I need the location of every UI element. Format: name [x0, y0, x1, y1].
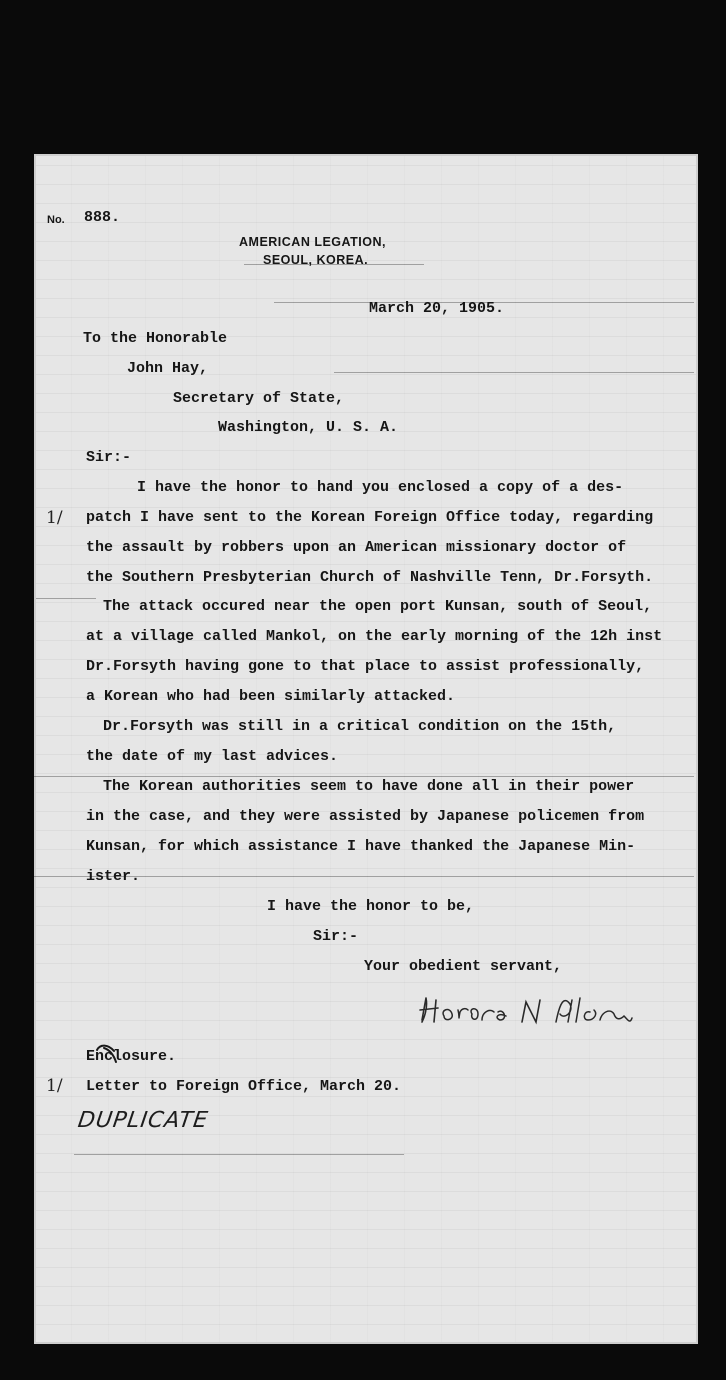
salutation: Sir:- [86, 449, 132, 466]
addressee-line-2: John Hay, [127, 360, 209, 377]
margin-enclosure-mark: 1/ [46, 508, 63, 528]
closing-line-3: Your obedient servant, [364, 958, 563, 975]
addressee-line-4: Washington, U. S. A. [218, 419, 399, 436]
enclosure-item: Letter to Foreign Office, March 20. [86, 1078, 402, 1095]
closing-line-2: Sir:- [313, 928, 359, 945]
body-line: The Korean authorities seem to have done all in their power [103, 778, 635, 795]
body-line: Dr.Forsyth having gone to that place to assist professionally, [86, 658, 645, 675]
body-line: patch I have sent to the Korean Foreign Office today, regarding [86, 509, 654, 526]
body-line: the date of my last advices. [86, 748, 339, 765]
dispatch-number-label: No. [47, 214, 65, 226]
letter-page [34, 154, 698, 1344]
rule-line [74, 1154, 404, 1155]
letterhead-office: AMERICAN LEGATION, [239, 235, 386, 249]
rule-line [34, 776, 694, 777]
body-line: ister. [86, 868, 141, 885]
body-line: in the case, and they were assisted by Japanese policemen from [86, 808, 645, 825]
enclosure-heading: Enclosure. [86, 1048, 177, 1065]
body-line: Kunsan, for which assistance I have thanked the Japanese Min- [86, 838, 636, 855]
dispatch-number: 888. [84, 209, 121, 226]
letter-date: March 20, 1905. [369, 300, 505, 317]
margin-enclosure-mark: 1/ [46, 1076, 63, 1096]
body-line: at a village called Mankol, on the early morning of the 12h inst [86, 628, 663, 645]
body-line: the Southern Presbyterian Church of Nashville Tenn, Dr.Forsyth. [86, 569, 654, 586]
body-line: The attack occured near the open port Kunsan, south of Seoul, [103, 598, 653, 615]
body-line: a Korean who had been similarly attacked. [86, 688, 456, 705]
duplicate-stamp: DUPLICATE [76, 1108, 210, 1133]
body-line: Dr.Forsyth was still in a critical condition on the 15th, [103, 718, 617, 735]
rule-line [334, 372, 694, 373]
letterhead-location: SEOUL, KOREA. [263, 253, 369, 267]
addressee-line-1: To the Honorable [83, 330, 228, 347]
addressee-line-3: Secretary of State, [173, 390, 345, 407]
handwritten-signature [414, 990, 660, 1036]
rule-line [36, 598, 96, 599]
body-line: I have the honor to hand you enclosed a copy of a des- [137, 479, 624, 496]
body-line: the assault by robbers upon an American missionary doctor of [86, 539, 627, 556]
closing-line-1: I have the honor to be, [267, 898, 475, 915]
